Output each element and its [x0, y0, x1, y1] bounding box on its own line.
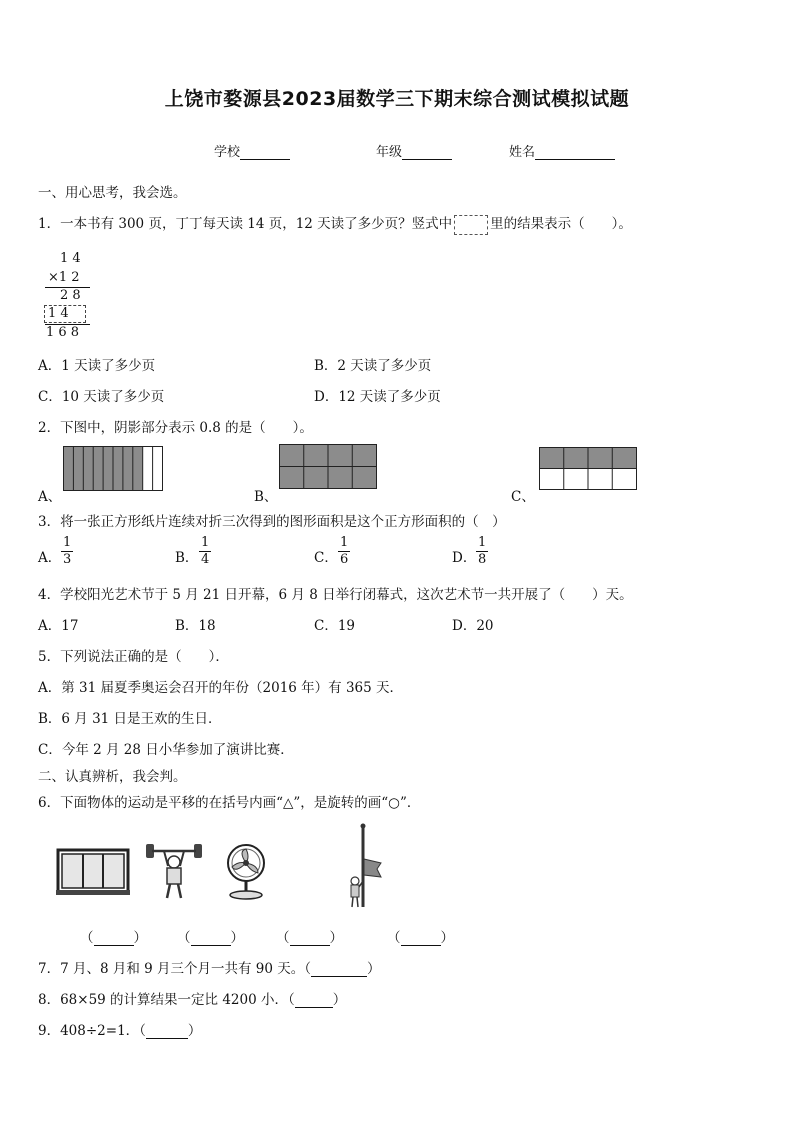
page-title: 上饶市婺源县2023届数学三下期末综合测试模拟试题	[164, 88, 630, 110]
q2-figure-b	[279, 444, 379, 490]
question-8-text: 8．68×59 的计算结果一定比 4200 小．（	[38, 992, 295, 1008]
grade-blank	[402, 147, 452, 160]
question-1-text-b: 里的结果表示（ ）。	[490, 216, 632, 232]
answer-line	[94, 933, 134, 946]
q3-option-d-letter[interactable]: D．	[452, 550, 477, 566]
paren-close: ）	[440, 930, 454, 946]
vm-row-4: 1 4	[48, 306, 69, 321]
question-7-close: ）	[367, 961, 381, 977]
q2-label-c[interactable]: C、	[511, 489, 535, 505]
vm-row-1: 1 4	[60, 251, 81, 266]
q3-option-a-letter[interactable]: A．	[38, 550, 62, 566]
q3-c-num: 1	[340, 535, 349, 550]
answer-line	[290, 933, 330, 946]
vm-row-2: ×1 2	[48, 270, 80, 285]
school-label: 学校	[214, 145, 241, 160]
question-9-close: ）	[187, 1023, 202, 1039]
question-4: 4．学校阳光艺术节于 5 月 21 日开幕，6 月 8 日举行闭幕式，这次艺术节一共开展了（ ）天。	[38, 587, 633, 603]
q5-option-c[interactable]: C．今年 2 月 28 日小华参加了演讲比赛．	[38, 742, 294, 758]
paren-close: ）	[230, 930, 244, 946]
answer-line	[191, 933, 231, 946]
school-field	[214, 141, 290, 160]
q6-blank-1[interactable]	[80, 926, 147, 946]
answer-line	[401, 933, 441, 946]
paren-open: （	[387, 930, 401, 946]
section-one-heading: 一、用心思考，我会选。	[38, 185, 187, 201]
q2-label-b[interactable]: B、	[254, 489, 278, 505]
paren-close: ）	[133, 930, 147, 946]
window-icon	[56, 848, 130, 896]
q3-option-b-letter[interactable]: B．	[175, 550, 199, 566]
q3-c-den: 6	[340, 552, 349, 567]
q6-blank-4[interactable]	[387, 926, 454, 946]
vm-row-5: 1 6 8	[46, 325, 80, 340]
question-2: 2．下图中，阴影部分表示 0.8 的是（ ）。	[38, 420, 313, 436]
name-blank	[535, 147, 615, 160]
q3-d-den: 8	[478, 552, 487, 567]
q3-option-c-letter[interactable]: C．	[314, 550, 338, 566]
grade-label: 年级	[376, 145, 403, 160]
q9-answer-blank[interactable]	[146, 1026, 188, 1039]
paren-open: （	[177, 930, 191, 946]
q1-option-d[interactable]: D．12 天读了多少页	[314, 389, 441, 405]
paren-open: （	[276, 930, 290, 946]
question-7-text: 7．7 月、8 月和 9 月三个月一共有 90 天。（	[38, 961, 312, 977]
name-label: 姓名	[509, 145, 536, 160]
vm-row-3: 2 8	[60, 288, 81, 303]
q3-option-a-fraction	[61, 535, 73, 568]
q6-blank-3[interactable]	[276, 926, 343, 946]
school-blank	[240, 147, 290, 160]
q1-option-a[interactable]: A．1 天读了多少页	[38, 358, 156, 374]
flag-raising-icon	[343, 823, 383, 909]
q2-figure-c	[539, 447, 639, 492]
q2-figure-a	[63, 446, 164, 492]
q3-b-den: 4	[201, 552, 210, 567]
question-9	[38, 1019, 201, 1039]
section-two-heading: 二、认真辨析，我会判。	[38, 769, 187, 785]
q2-label-a[interactable]: A、	[38, 489, 62, 505]
name-field	[509, 141, 615, 160]
q3-a-den: 3	[63, 552, 72, 567]
q4-option-c[interactable]: C．19	[314, 618, 356, 634]
q3-b-num: 1	[201, 535, 210, 550]
fan-icon	[224, 843, 268, 901]
q4-option-d[interactable]: D．20	[452, 618, 494, 634]
q3-option-d-fraction	[476, 535, 488, 568]
question-9-text: 9．408÷2=1．（	[38, 1023, 146, 1039]
question-1-text-a: 1．一本书有 300 页，丁丁每天读 14 页，12 天读了多少页？竖式中	[38, 216, 453, 232]
q5-option-b[interactable]: B．6 月 31 日是王欢的生日．	[38, 711, 222, 727]
q7-answer-blank[interactable]	[311, 964, 367, 977]
q3-option-c-fraction	[338, 535, 350, 568]
question-8	[38, 988, 346, 1008]
question-5: 5．下列说法正确的是（ ）．	[38, 649, 229, 665]
q1-option-c[interactable]: C．10 天读了多少页	[38, 389, 165, 405]
question-7	[38, 957, 381, 977]
q3-d-num: 1	[478, 535, 487, 550]
weightlifter-icon	[144, 842, 204, 902]
q4-option-a[interactable]: A．17	[38, 618, 79, 634]
q6-blank-2[interactable]	[177, 926, 244, 946]
grade-field	[376, 141, 452, 160]
q1-option-b[interactable]: B．2 天读了多少页	[314, 358, 432, 374]
q3-a-num: 1	[63, 535, 72, 550]
question-3: 3．将一张正方形纸片连续对折三次得到的图形面积是这个正方形面积的（ ）	[38, 514, 506, 530]
dashed-box-icon	[454, 215, 488, 235]
paren-open: （	[80, 930, 94, 946]
paren-close: ）	[329, 930, 343, 946]
q3-option-b-fraction	[199, 535, 211, 568]
question-1	[38, 212, 632, 235]
q8-answer-blank[interactable]	[295, 995, 333, 1008]
q5-option-a[interactable]: A．第 31 届夏季奥运会召开的年份（2016 年）有 365 天．	[38, 680, 404, 696]
question-6: 6．下面物体的运动是平移的在括号内画“△”，是旋转的画“○”．	[38, 795, 421, 811]
q4-option-b[interactable]: B．18	[175, 618, 216, 634]
question-8-close: ）	[332, 992, 347, 1008]
